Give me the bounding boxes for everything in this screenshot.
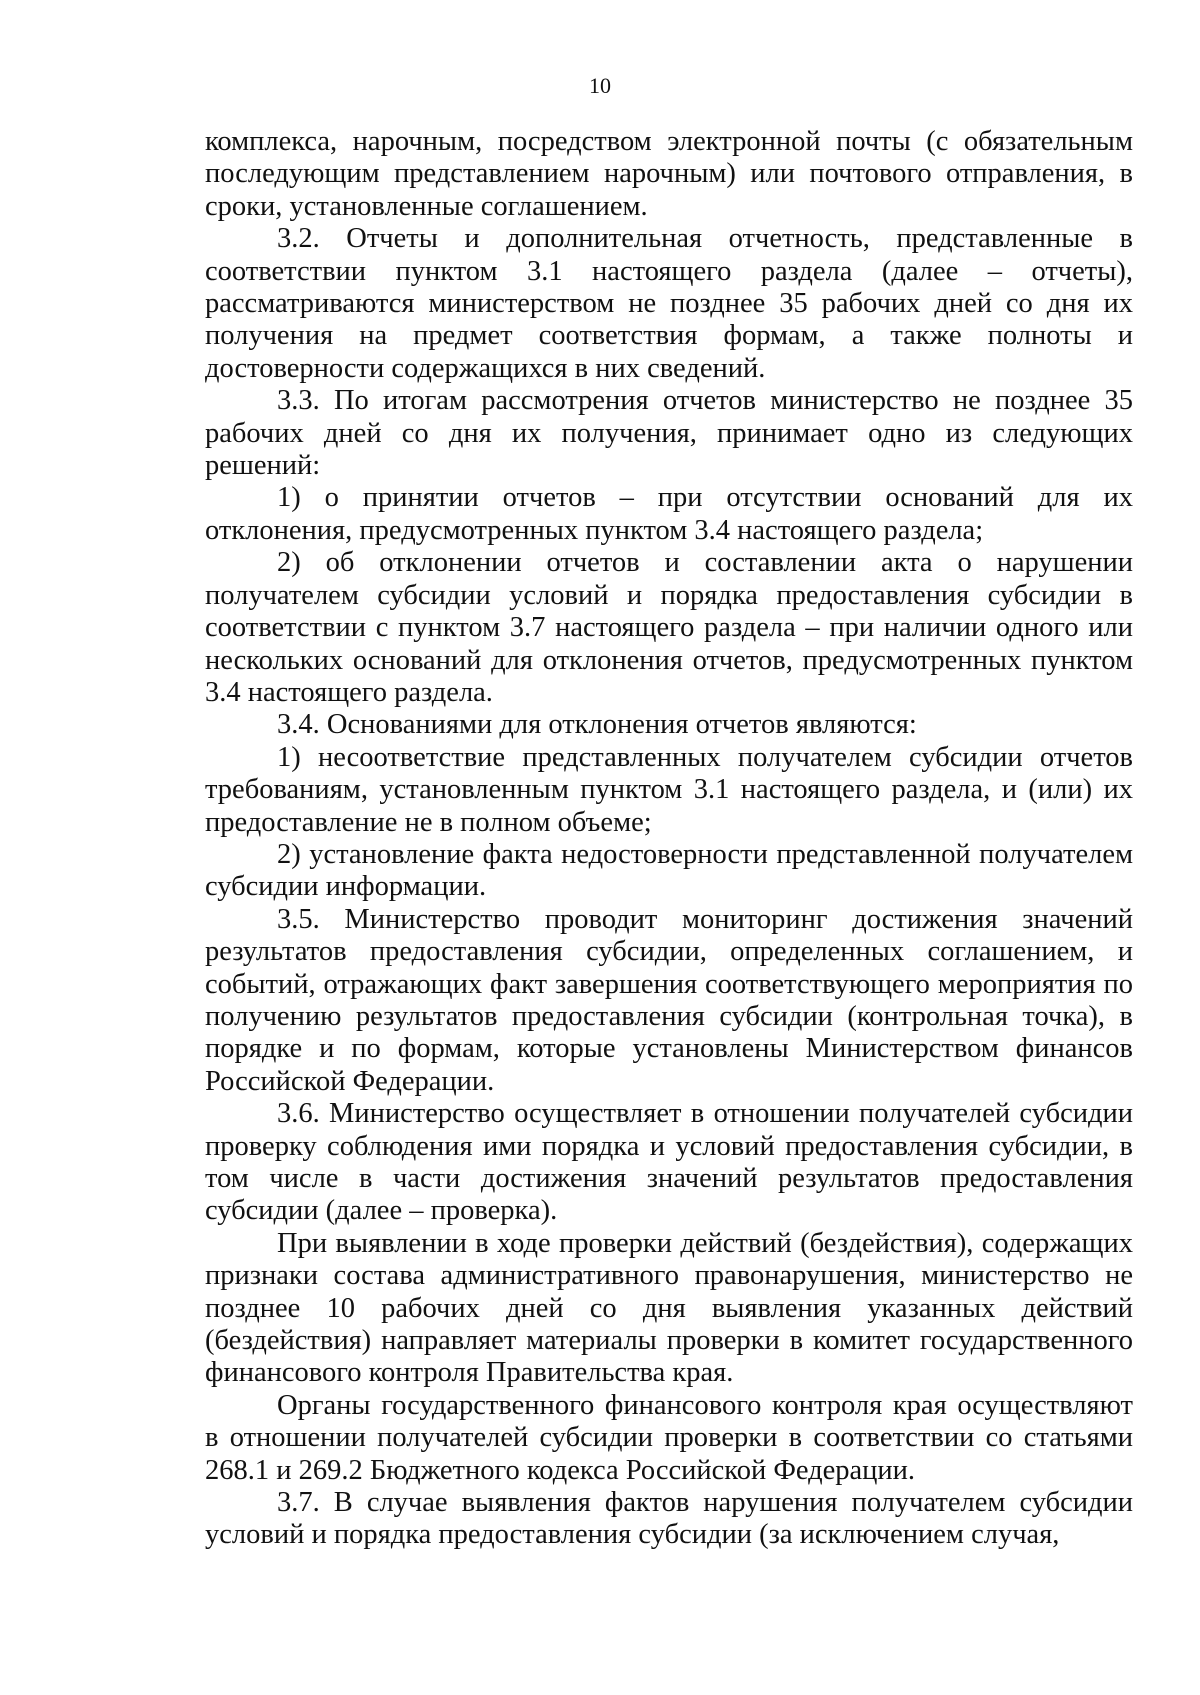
- paragraph-3-7: 3.7. В случае выявления фактов нарушения получателем субсидии условий и порядка предоставления субсидии (за исключением случая,: [205, 1487, 1133, 1551]
- paragraph-3-3-item-2: 2) об отклонении отчетов и составлении акта о нарушении получателем субсидии условий и порядка предоставления субсидии в соответствии с пунктом 3.7 настоящего раздела – при наличии одного или нескольких оснований для отклонения отчетов, предусмотренных пунктом 3.4 настоящего раздела.: [205, 547, 1133, 708]
- paragraph-3-3-item-1: 1) о принятии отчетов – при отсутствии оснований для их отклонения, предусмотренных пунктом 3.4 настоящего раздела;: [205, 482, 1133, 546]
- paragraph-3-6-violations: При выявлении в ходе проверки действий (бездействия), содержащих признаки состава административного правонарушения, министерство не позднее 10 рабочих дней со дня выявления указанных действий (бездействия) направляет материалы проверки в комитет государственного финансового контроля Правительства края.: [205, 1227, 1133, 1389]
- paragraph-3-3: 3.3. По итогам рассмотрения отчетов министерство не позднее 35 рабочих дней со дня их получения, принимает одно из следующих решений:: [205, 385, 1133, 482]
- paragraph-3-4-item-1: 1) несоответствие представленных получателем субсидии отчетов требованиям, установленным пунктом 3.1 настоящего раздела, и (или) их предоставление не в полном объеме;: [205, 741, 1133, 838]
- paragraph-3-6-state-control: Органы государственного финансового контроля края осуществляют в отношении получателей субсидии проверки в соответствии со статьями 268.1 и 269.2 Бюджетного кодекса Российской Федерации.: [205, 1389, 1133, 1486]
- paragraph-3-5: 3.5. Министерство проводит мониторинг достижения значений результатов предоставления субсидии, определенных соглашением, и событий, отражающих факт завершения соответствующего мероприятия по получению результатов предоставления субсидии (контрольная точка), в порядке и по формам, которые установлены Министерством финансов Российской Федерации.: [205, 903, 1133, 1097]
- paragraph-3-2: 3.2. Отчеты и дополнительная отчетность, представленные в соответствии пунктом 3.1 настоящего раздела (далее – отчеты), рассматриваются министерством не позднее 35 рабочих дней со дня их получения на предмет соответствия формам, а также полноты и достоверности содержащихся в них сведений.: [205, 223, 1133, 384]
- paragraph-3-4-item-2: 2) установление факта недостоверности представленной получателем субсидии информации.: [205, 838, 1133, 903]
- paragraph-3-6: 3.6. Министерство осуществляет в отношении получателей субсидии проверку соблюдения ими порядка и условий предоставления субсидии, в том числе в части достижения значений результатов предоставления субсидии (далее – проверка).: [205, 1098, 1133, 1227]
- paragraph-intro-continuation: комплекса, нарочным, посредством электронной почты (с обязательным последующим представлением нарочным) или почтового отправления, в сроки, установленные соглашением.: [205, 126, 1133, 222]
- paragraph-3-4: 3.4. Основаниями для отклонения отчетов являются:: [277, 709, 917, 741]
- document-body: [205, 126, 1133, 1552]
- page-number: 10: [589, 73, 611, 98]
